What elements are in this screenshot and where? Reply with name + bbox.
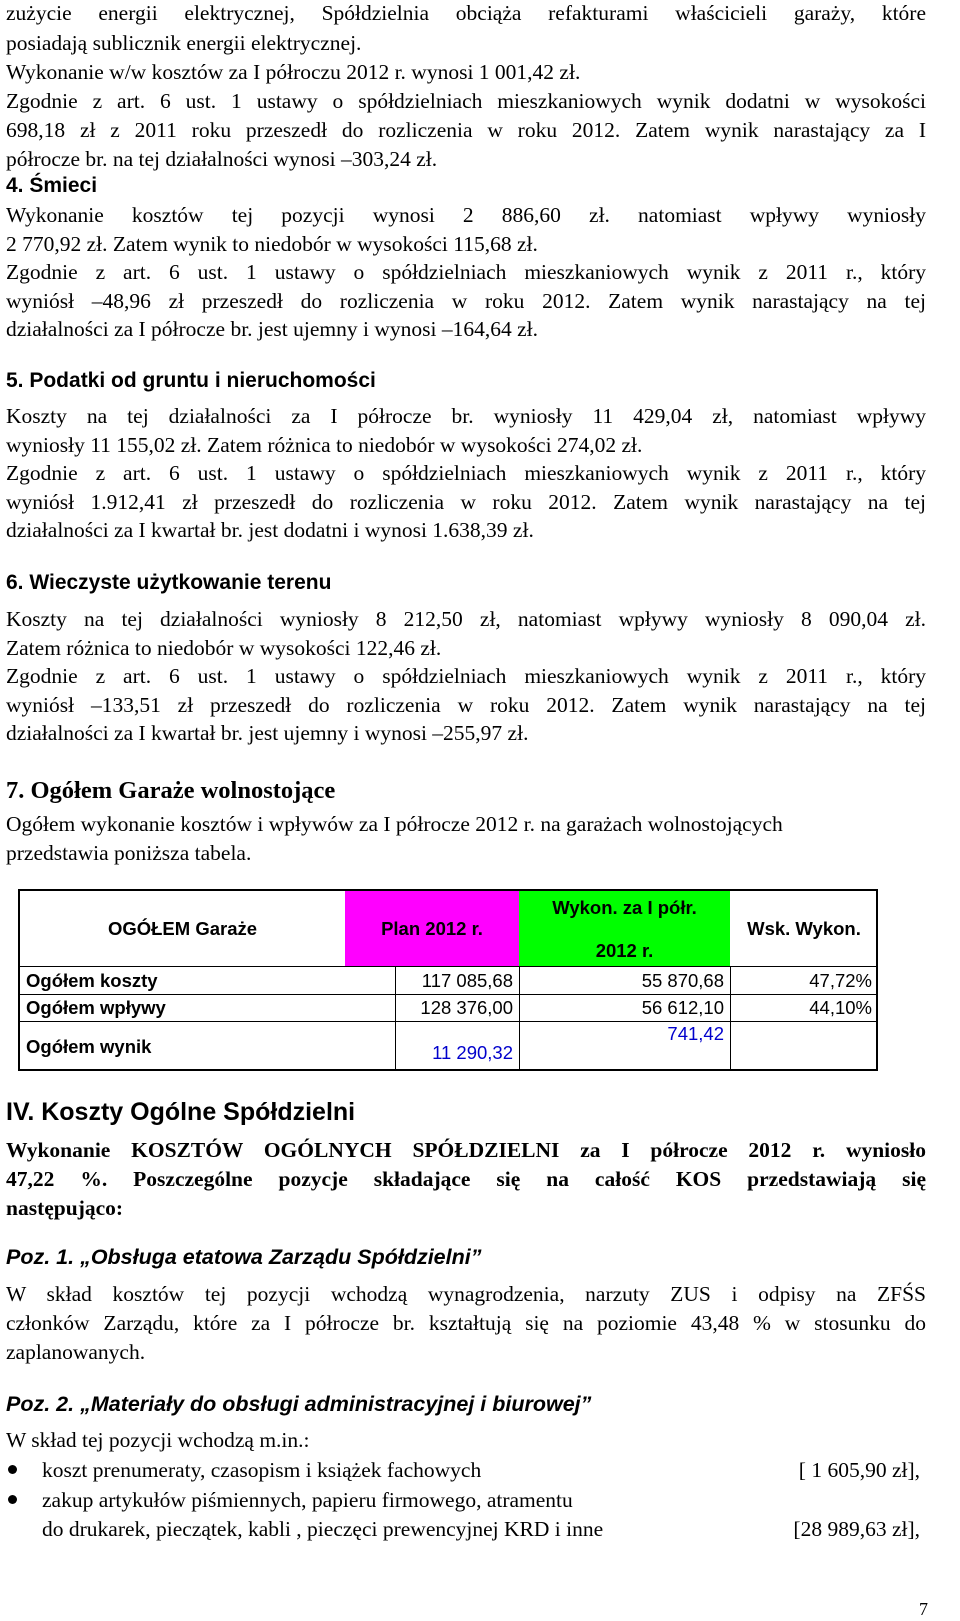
paragraph-line: W skład tej pozycji wchodzą m.in.:	[6, 1428, 310, 1452]
table-cell-wsk: 44,10%	[809, 997, 872, 1018]
paragraph-line: Zgodnie z art. 6 ust. 1 ustawy o spółdzielniach mieszkaniowych wynik z 2011 r., który	[6, 664, 926, 688]
paragraph-line: działalności za I kwartał br. jest ujemny i wynosi –255,97 zł.	[6, 721, 529, 745]
paragraph-line: wyniósł 1.912,41 zł przeszedł do rozliczenia w roku 2012. Zatem wynik narastający na tej	[6, 490, 926, 514]
table-header-label	[20, 891, 345, 966]
paragraph-line: 47,22 %. Poszczególne pozycje składające się na całość KOS przedstawiają się	[6, 1167, 926, 1191]
table-cell-wsk: 47,72%	[809, 969, 872, 991]
header-text: 2012 r.	[595, 940, 654, 961]
bullet-icon	[8, 1495, 17, 1504]
table-header-wykon	[519, 891, 730, 966]
table-header-wsk	[730, 891, 878, 966]
header-text: OGÓŁEM Garaże	[107, 917, 258, 939]
paragraph-line: posiadają sublicznik energii elektrycznej.	[6, 31, 362, 55]
table-cell-wsk	[730, 1022, 878, 1071]
summary-table	[18, 889, 878, 1071]
header-text: Wykon. za I półr.	[552, 897, 697, 918]
list-item-amount: [ 1 605,90 zł],	[798, 1458, 920, 1482]
paragraph-line: Koszty na tej działalności za I półrocze br. wyniosły 11 429,04 zł, natomiast wpływy	[6, 404, 926, 428]
table-header-plan	[345, 891, 519, 966]
paragraph-line: następująco:	[6, 1196, 124, 1220]
paragraph-line: Zatem różnica to niedobór w wysokości 122,46 zł.	[6, 636, 442, 660]
table-cell-wykon: 741,42	[667, 1023, 724, 1044]
section-heading: 4. Śmieci	[6, 174, 98, 197]
item-heading: Poz. 1. „Obsługa etatowa Zarządu Spółdzielni”	[6, 1245, 482, 1269]
section-heading: 5. Podatki od gruntu i nieruchomości	[6, 369, 376, 392]
paragraph-line: Zgodnie z art. 6 ust. 1 ustawy o spółdzielniach mieszkaniowych wynik dodatni w wysokości	[6, 89, 926, 113]
paragraph-line: Wykonanie KOSZTÓW OGÓLNYCH SPÓŁDZIELNI za I półrocze 2012 r. wyniosło	[6, 1138, 926, 1162]
paragraph-line: Koszty na tej działalności wyniosły 8 212,50 zł, natomiast wpływy wyniosły 8 090,04 zł.	[6, 607, 926, 631]
paragraph-line: wyniósł –48,96 zł przeszedł do rozliczenia w roku 2012. Zatem wynik narastający na tej	[6, 289, 926, 313]
item-heading: Poz. 2. „Materiały do obsługi administracyjnej i biurowej”	[6, 1392, 592, 1416]
paragraph-line: działalności za I kwartał br. jest dodatni i wynosi 1.638,39 zł.	[6, 518, 534, 542]
paragraph-line: zużycie energii elektrycznej, Spółdzielnia obciąża refakturami właścicieli garaży, które	[6, 1, 926, 25]
table-row-label: Ogółem wpływy	[26, 997, 166, 1018]
table-row-label: Ogółem wynik	[26, 1035, 152, 1057]
table-cell-plan: 117 085,68	[421, 969, 513, 991]
page-number: 7	[919, 1599, 928, 1619]
table-cell-plan: 128 376,00	[420, 997, 513, 1018]
paragraph-line: wyniosły 11 155,02 zł. Zatem różnica to niedobór w wysokości 274,02 zł.	[6, 433, 643, 457]
paragraph-line: członków Zarządu, które za I półrocze br. kształtują się na poziomie 43,48 % w stosunku do	[6, 1311, 926, 1335]
list-item-text: do drukarek, pieczątek, kabli , pieczęci prewencyjnej KRD i inne	[42, 1517, 604, 1541]
bullet-icon	[8, 1465, 17, 1474]
paragraph-line: półrocze br. na tej działalności wynosi –303,24 zł.	[6, 147, 438, 171]
paragraph-line: Zgodnie z art. 6 ust. 1 ustawy o spółdzielniach mieszkaniowych wynik z 2011 r., który	[6, 461, 926, 485]
header-text: Wsk. Wykon.	[747, 917, 861, 939]
paragraph-line: przedstawia poniższa tabela.	[6, 841, 252, 865]
list-item-amount: [28 989,63 zł],	[793, 1517, 920, 1541]
paragraph-line: działalności za I półrocze br. jest ujemny i wynosi –164,64 zł.	[6, 317, 538, 341]
table-cell-wykon: 56 612,10	[641, 997, 724, 1018]
table-cell-plan: 11 290,32	[432, 1041, 513, 1063]
table-row-label: Ogółem koszty	[26, 969, 158, 991]
paragraph-line: 2 770,92 zł. Zatem wynik to niedobór w wysokości 115,68 zł.	[6, 232, 538, 256]
paragraph-line: Wykonanie w/w kosztów za I półroczu 2012 r. wynosi 1 001,42 zł.	[6, 60, 581, 84]
list-item-text: koszt prenumeraty, czasopism i książek fachowych	[42, 1458, 482, 1482]
paragraph-line: zaplanowanych.	[6, 1340, 146, 1364]
section-heading: 7. Ogółem Garaże wolnostojące	[6, 777, 336, 804]
paragraph-line: W skład kosztów tej pozycji wchodzą wynagrodzenia, narzuty ZUS i odpisy na ZFŚS	[6, 1282, 926, 1306]
header-text: Plan 2012 r.	[381, 917, 483, 939]
paragraph-line: Wykonanie kosztów tej pozycji wynosi 2 886,60 zł. natomiast wpływy wyniosły	[6, 203, 926, 227]
chapter-heading: IV. Koszty Ogólne Spółdzielni	[6, 1098, 356, 1126]
list-item-text: zakup artykułów piśmiennych, papieru firmowego, atramentu	[42, 1488, 573, 1512]
paragraph-line: Ogółem wykonanie kosztów i wpływów za I półrocze 2012 r. na garażach wolnostojących	[6, 812, 783, 836]
paragraph-line: wyniósł –133,51 zł przeszedł do rozliczenia w roku 2012. Zatem wynik narastający na tej	[6, 693, 926, 717]
paragraph-line: 698,18 zł z 2011 roku przeszedł do rozliczenia w roku 2012. Zatem wynik narastający za I	[6, 118, 926, 142]
table-cell-wykon: 55 870,68	[641, 969, 724, 991]
paragraph-line: Zgodnie z art. 6 ust. 1 ustawy o spółdzielniach mieszkaniowych wynik z 2011 r., który	[6, 260, 926, 284]
section-heading: 6. Wieczyste użytkowanie terenu	[6, 571, 332, 594]
